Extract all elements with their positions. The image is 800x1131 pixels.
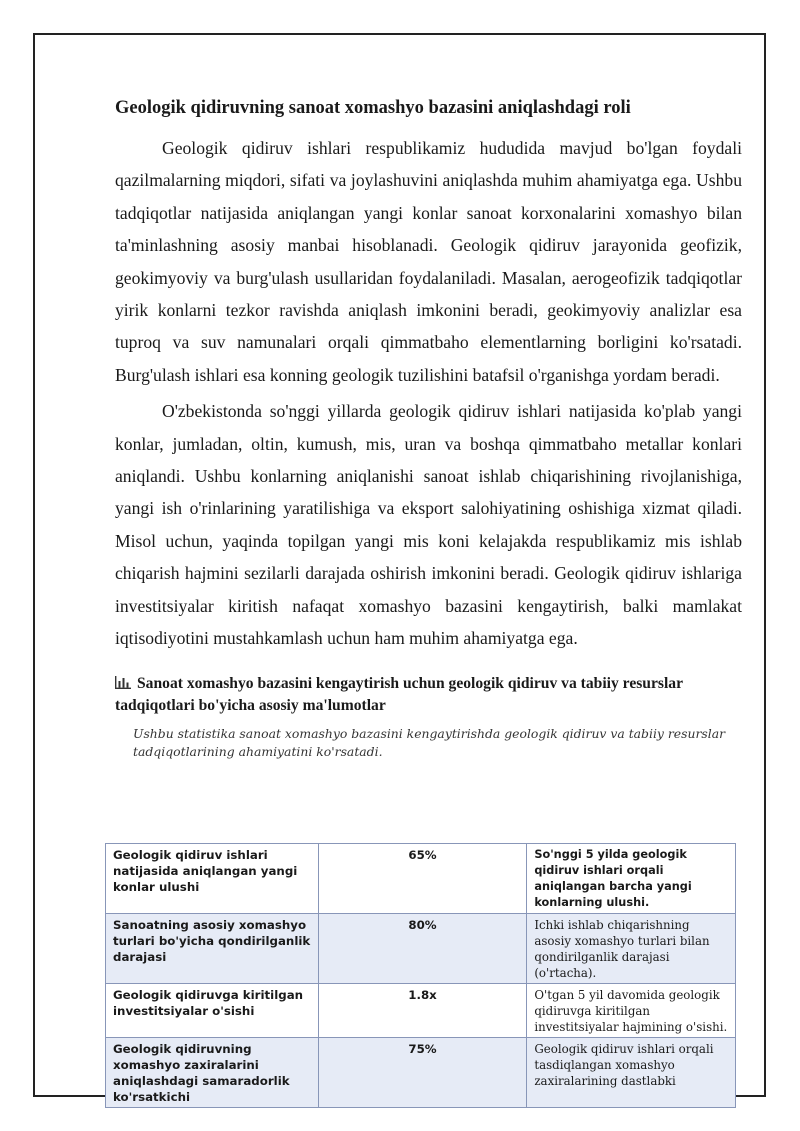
table-row — [106, 844, 736, 914]
row-label: Geologik qidiruv ishlari natijasida aniqlangan yangi konlar ulushi — [106, 844, 319, 914]
stats-description: Ushbu statistika sanoat xomashyo bazasini kengaytirishda geologik qidiruv va tabiiy resurslar tadqiqotlarining ahamiyatini ko'rsatadi. — [133, 725, 726, 759]
row-note: Ichki ishlab chiqarishning asosiy xomashyo turlari bilan qondirilganlik darajasi (o'rtacha). — [527, 914, 736, 984]
row-value: 75% — [318, 1038, 527, 1108]
row-label: Geologik qidiruvning xomashyo zaxiralarini aniqlashdagi samaradorlik ko'rsatkichi — [106, 1038, 319, 1108]
document-body — [115, 96, 742, 761]
row-value: 80% — [318, 914, 527, 984]
row-label: Sanoatning asosiy xomashyo turlari bo'yicha qondirilganlik darajasi — [106, 914, 319, 984]
row-note: Geologik qidiruv ishlari orqali tasdiqlangan xomashyo zaxiralarining dastlabki — [527, 1038, 736, 1108]
table-row — [106, 1038, 736, 1108]
paragraph-2: O'zbekistonda so'nggi yillarda geologik qidiruv ishlari natijasida ko'plab yangi konlar, jumladan, oltin, kumush, mis, uran va boshqa qimmatbaho metallar konlari aniqlandi. Ushbu konlarning aniqlanishi sanoat ishlab chiqarishining rivojlanishiga, yangi ish o'rinlarining yaratilishiga va eksport salohiyatining oshishiga xizmat qiladi. Misol uchun, yaqinda topilgan yangi mis koni kelajakda respublikamiz mis ishlab chiqarish hajmini sezilarli darajada oshirish imkonini beradi. Geologik qidiruv ishlariga investitsiyalar kiritish nafaqat xomashyo bazasini kengaytirish, balki mamlakat iqtisodiyotini mustahkamlash uchun ham muhim ahamiyatga ega. — [115, 401, 742, 649]
paragraph-1: Geologik qidiruv ishlari respublikamiz hududida mavjud bo'lgan foydali qazilmalarning miqdori, sifati va joylashuvini aniqlashda muhim ahamiyatga ega. Ushbu tadqiqotlar natijasida aniqlangan yangi konlar sanoat korxonalarini xomashyo bilan ta'minlashning asosiy manbai hisoblanadi. Geologik qidiruv jarayonida geofizik, geokimyoviy va burg'ulash usullaridan foydalaniladi. Masalan, aerogeofizik tadqiqotlar yirik konlarni tezkor ravishda aniqlash imkonini beradi, geokimyoviy analizlar esa tuproq va suv namunalari orqali qimmatbaho elementlarning borligini ko'rsatadi. Burg'ulash ishlari esa konning geologik tuzilishini batafsil o'rganishga yordam beradi. — [115, 138, 742, 385]
row-value: 1.8x — [318, 984, 527, 1038]
row-note: O'tgan 5 yil davomida geologik qidiruvga kiritilgan investitsiyalar hajmining o'sishi. — [527, 984, 736, 1038]
stats-heading — [115, 673, 715, 717]
table-row — [106, 984, 736, 1038]
table-row — [106, 914, 736, 984]
row-value: 65% — [318, 844, 527, 914]
document-title: Geologik qidiruvning sanoat xomashyo bazasini aniqlashdagi roli — [115, 98, 631, 118]
stats-table — [105, 843, 736, 1108]
stats-heading-text: Sanoat xomashyo bazasini kengaytirish uchun geologik qidiruv va tabiiy resurslar tadqiqotlari bo'yicha asosiy ma'lumotlar — [115, 674, 683, 714]
row-note: So'nggi 5 yilda geologik qidiruv ishlari orqali aniqlangan barcha yangi konlarning ulushi. — [527, 844, 736, 914]
row-label: Geologik qidiruvga kiritilgan investitsiyalar o'sishi — [106, 984, 319, 1038]
bar-chart-icon — [115, 676, 131, 689]
